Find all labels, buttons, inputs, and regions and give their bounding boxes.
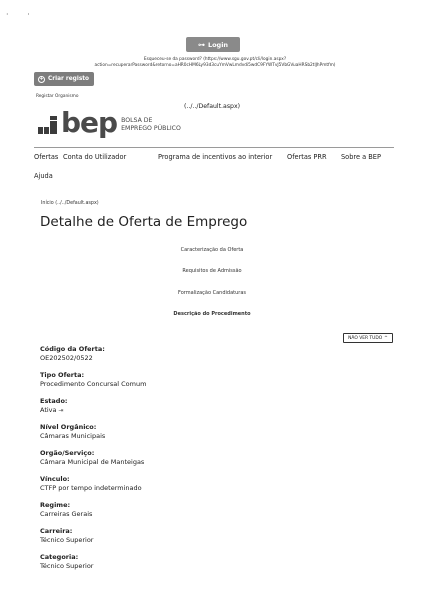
criar-registo-label: Criar registo <box>48 76 90 82</box>
field-value-estado: Ativa <box>40 406 57 414</box>
field-label-orgao: Orgão/Serviço: <box>40 449 95 457</box>
nav-divider <box>34 147 394 148</box>
field-label-nivel: Nível Orgânico: <box>40 423 97 431</box>
logo-blocks-icon <box>38 116 58 134</box>
field-label-tipo: Tipo Oferta: <box>40 371 85 379</box>
forgot-password-line-2: action=recuperarPassword&retorno=aHR0cHM6Ly93d3cuYmVwLmdvdi5wdC9FYWTvJ5VbGVuaHRSb2tlJhPmtfm) <box>94 63 336 68</box>
plus-circle-icon: + <box>39 75 44 82</box>
logo-subtitle-line-2: EMPREGO PÚBLICO <box>121 124 181 132</box>
field-value-nivel: Câmaras Municipais <box>40 432 106 440</box>
login-label: Login <box>207 40 229 49</box>
field-label-vinculo: Vínculo: <box>40 475 70 483</box>
field-value-tipo: Procedimento Concursal Comum <box>40 380 147 388</box>
logo-wordmark: bep <box>61 106 118 139</box>
field-label-estado: Estado: <box>40 397 68 405</box>
stray-dots: · · <box>6 10 38 19</box>
section-descricao[interactable]: Descrição do Procedimento <box>173 311 251 317</box>
field-label-codigo: Código da Oferta: <box>40 345 105 353</box>
nao-ver-tudo-button[interactable] <box>343 333 393 343</box>
field-value-regime: Carreiras Gerais <box>40 510 93 518</box>
chevron-up-icon: ^ <box>384 335 388 341</box>
nav-item-sobre[interactable]: Sobre a BEP <box>341 153 381 161</box>
status-arrow-icon: ⇥ <box>58 407 64 414</box>
nav-item-ajuda[interactable]: Ajuda <box>34 172 53 180</box>
nav-item-conta[interactable]: Conta do Utilizador <box>63 153 127 161</box>
logo-subtitle-line-1: BOLSA DE <box>121 117 153 124</box>
login-button[interactable] <box>186 37 240 52</box>
nav-item-ofertas-prr[interactable]: Ofertas PRR <box>287 153 327 161</box>
logo-subtitle <box>121 117 181 134</box>
field-label-regime: Regime: <box>40 501 71 509</box>
nao-ver-tudo-label: NÃO VER TUDO <box>348 335 383 341</box>
registar-organismo-link[interactable]: Registar Organismo <box>36 94 79 99</box>
forgot-password-line-1: Esqueceu-se da password? (https://www.sgu.gov.pt/cli/login.aspx? <box>143 57 287 62</box>
page-title: Detalhe de Oferta de Emprego <box>40 214 248 230</box>
nav-item-programa[interactable]: Programa de incentivos ao interior <box>158 153 273 161</box>
field-label-categoria: Categoria: <box>40 553 79 561</box>
key-icon: ⊶ <box>197 40 205 49</box>
field-value-codigo: OE202502/0522 <box>40 354 93 362</box>
field-value-orgao: Câmara Municipal de Manteigas <box>40 458 145 466</box>
field-value-carreira: Técnico Superior <box>40 536 94 544</box>
forgot-password-link[interactable] <box>80 57 350 69</box>
section-caracterizacao[interactable]: Caracterização da Oferta <box>180 247 244 253</box>
field-value-estado-row <box>40 406 64 414</box>
field-value-vinculo: CTFP por tempo indeterminado <box>40 484 142 492</box>
section-requisitos[interactable]: Requisitos de Admissão <box>182 268 242 274</box>
nav-item-ofertas[interactable]: Ofertas <box>34 153 59 161</box>
default-link[interactable]: (../../Default.aspx) <box>184 103 241 110</box>
section-formalizacao[interactable]: Formalização Candidaturas <box>178 290 246 296</box>
criar-registo-button[interactable] <box>34 72 94 86</box>
field-value-categoria: Técnico Superior <box>40 562 94 570</box>
bep-logo[interactable] <box>38 106 181 139</box>
field-label-carreira: Carreira: <box>40 527 73 535</box>
breadcrumb[interactable]: Início (../../Default.aspx) <box>41 201 99 206</box>
